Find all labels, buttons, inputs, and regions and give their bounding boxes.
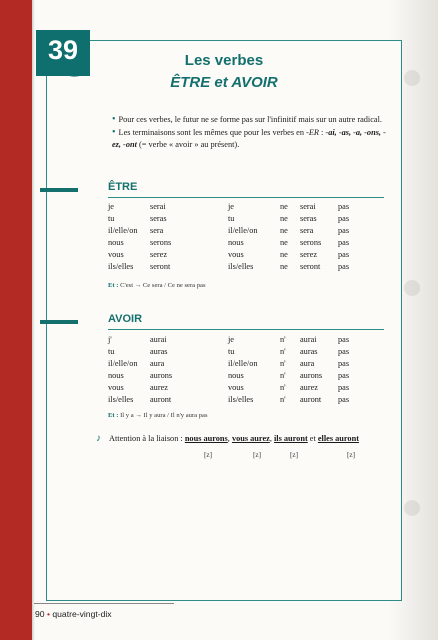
table-cell: il/elle/on (108, 226, 138, 235)
table-cell: sera (150, 226, 164, 235)
table-cell: seront (300, 262, 321, 271)
table-cell: vous (108, 383, 124, 392)
table-row (108, 394, 368, 406)
page-bleed-circle (404, 280, 420, 296)
page-title-line2: ÊTRE et AVOIR (170, 74, 278, 91)
table-cell: ne (280, 238, 288, 247)
section-rule-avoir (108, 329, 384, 330)
table-row (108, 261, 368, 273)
table-cell: ils/elles (108, 395, 134, 404)
section-title-avoir: AVOIR (108, 313, 143, 325)
table-cell: pas (338, 371, 350, 380)
conjugation-table-avoir (108, 334, 368, 406)
intro-bullet-1: • Pour ces verbes, le futur ne se forme pas sur l'infinitif mais sur un autre radical. (112, 114, 382, 125)
table-row (108, 334, 368, 346)
table-cell: aura (300, 359, 315, 368)
table-cell: serons (150, 238, 172, 247)
section-marker-etre (40, 188, 78, 192)
lesson-number: 39 (47, 34, 79, 65)
page-number-words: quatre-vingt-dix (52, 609, 112, 619)
book-spine (0, 0, 32, 640)
table-cell: nous (108, 238, 124, 247)
table-cell: ils/elles (228, 395, 254, 404)
table-cell: tu (108, 347, 115, 356)
table-cell: pas (338, 226, 350, 235)
table-cell: vous (108, 250, 124, 259)
table-cell: pas (338, 214, 350, 223)
table-cell: pas (338, 262, 350, 271)
table-cell: n' (280, 335, 286, 344)
liaison-note: Attention à la liaison : nous aurons, vous aurez, ils auront et elles auront (109, 434, 359, 443)
liaison-marker: [z] (204, 451, 212, 459)
table-row (108, 237, 368, 249)
table-cell: il/elle/on (228, 226, 258, 235)
liaison-marker: [z] (290, 451, 298, 459)
table-row (108, 201, 368, 213)
table-row (108, 249, 368, 261)
table-cell: serez (150, 250, 168, 259)
footer-rule (34, 603, 174, 604)
page-number: 90 (35, 609, 45, 619)
table-cell: ne (280, 202, 288, 211)
table-cell: seras (150, 214, 167, 223)
table-cell: ils/elles (228, 262, 254, 271)
liaison-marker: [z] (253, 451, 261, 459)
section-title-etre: ÊTRE (108, 181, 138, 193)
table-cell: pas (338, 359, 350, 368)
table-cell: aurons (300, 371, 323, 380)
intro-bullet-2: • Les terminaisons sont les mêmes que pour les verbes en -ER : -ai, -as, -a, -ons, -ez, -ont (= verbe « avoir » au présent). (112, 127, 386, 149)
table-cell: je (108, 202, 114, 211)
table-cell: aurons (150, 371, 173, 380)
page-bleed-circle (404, 500, 420, 516)
table-cell: pas (338, 238, 350, 247)
table-cell: je (228, 335, 234, 344)
table-cell: pas (338, 250, 350, 259)
music-note-icon: ♪ (96, 433, 101, 444)
table-cell: ne (280, 250, 288, 259)
table-cell: nous (108, 371, 124, 380)
table-cell: auras (150, 347, 168, 356)
table-cell: serai (300, 202, 316, 211)
spine-shadow (32, 0, 35, 640)
page-title-line1: Les verbes (184, 52, 264, 69)
example-etre: Et : C'est → Ce sera / Ce ne sera pas (108, 282, 206, 289)
conjugation-table-etre (108, 201, 368, 273)
table-row (108, 382, 368, 394)
table-cell: n' (280, 383, 286, 392)
table-row (108, 370, 368, 382)
table-cell: nous (228, 371, 244, 380)
table-cell: seront (150, 262, 171, 271)
section-marker-avoir (40, 320, 78, 324)
table-cell: aurai (300, 335, 317, 344)
table-row (108, 346, 368, 358)
table-cell: tu (108, 214, 115, 223)
footer-separator: • (46, 609, 50, 619)
intro-bullets (112, 114, 388, 152)
bullet-dot-icon: • (112, 114, 116, 125)
table-cell: ne (280, 262, 288, 271)
example-avoir: Et : Il y a → Il y aura / Il n'y aura pas (108, 412, 208, 419)
table-cell: sera (300, 226, 314, 235)
page-footer (35, 609, 112, 619)
table-cell: auront (150, 395, 172, 404)
table-cell: pas (338, 335, 350, 344)
table-cell: n' (280, 371, 286, 380)
table-row (108, 213, 368, 225)
table-row (108, 358, 368, 370)
table-cell: vous (228, 383, 244, 392)
table-cell: aurai (150, 335, 167, 344)
table-cell: auras (300, 347, 318, 356)
table-cell: ne (280, 226, 288, 235)
table-cell: aura (150, 359, 165, 368)
table-cell: il/elle/on (108, 359, 138, 368)
table-cell: tu (228, 347, 235, 356)
table-cell: n' (280, 359, 286, 368)
section-rule-etre (108, 197, 384, 198)
table-cell: tu (228, 214, 235, 223)
table-cell: n' (280, 347, 286, 356)
table-cell: auront (300, 395, 322, 404)
table-cell: j' (108, 335, 112, 344)
table-cell: serai (150, 202, 166, 211)
table-cell: pas (338, 202, 350, 211)
table-cell: aurez (150, 383, 168, 392)
page-bleed-circle (404, 70, 420, 86)
table-row (108, 225, 368, 237)
table-cell: pas (338, 347, 350, 356)
table-cell: je (228, 202, 234, 211)
bullet-dot-icon: • (112, 127, 116, 138)
table-cell: serons (300, 238, 322, 247)
table-cell: nous (228, 238, 244, 247)
table-cell: serez (300, 250, 318, 259)
table-cell: ils/elles (108, 262, 134, 271)
table-cell: ne (280, 214, 288, 223)
table-cell: aurez (300, 383, 318, 392)
table-cell: pas (338, 395, 350, 404)
table-cell: pas (338, 383, 350, 392)
table-cell: n' (280, 395, 286, 404)
table-cell: seras (300, 214, 317, 223)
liaison-marker: [z] (347, 451, 355, 459)
table-cell: il/elle/on (228, 359, 258, 368)
table-cell: vous (228, 250, 244, 259)
